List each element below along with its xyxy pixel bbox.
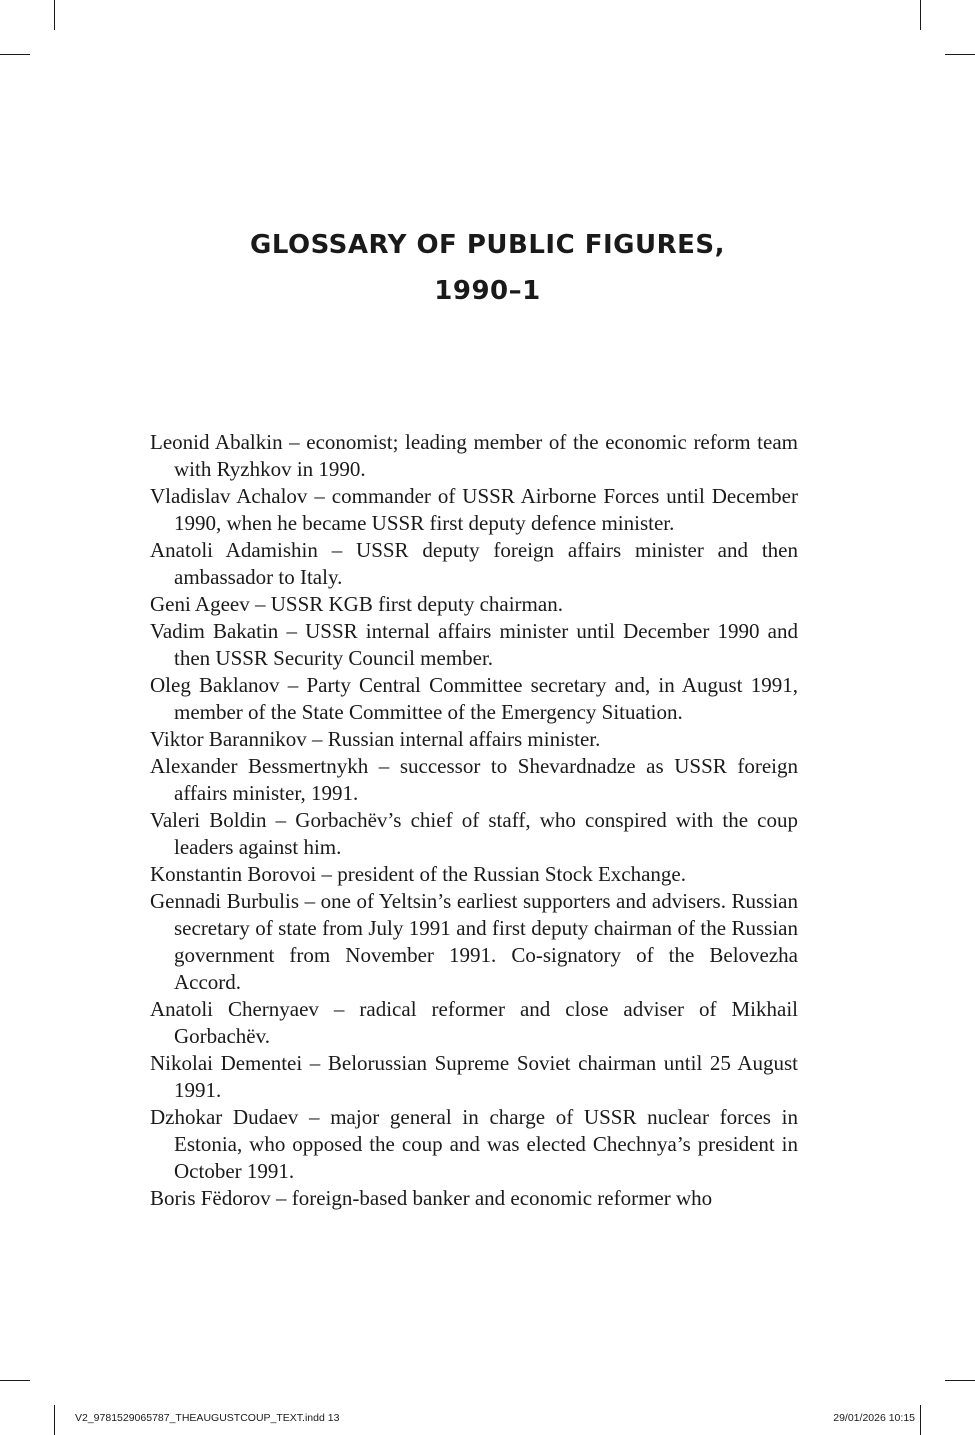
glossary-entry: Dzhokar Dudaev – major general in charge of USSR nuclear forces in Estonia, who opposed the coup and was elected Chechnya’s president in October 1991. [150, 1105, 798, 1183]
page-title [0, 222, 975, 314]
page-title-line-1: GLOSSARY OF PUBLIC FIGURES, [249, 230, 725, 260]
glossary-entry: Nikolai Dementei – Belorussian Supreme Soviet chairman until 25 August 1991. [150, 1051, 798, 1102]
glossary-entry: Vladislav Achalov – commander of USSR Airborne Forces until December 1990, when he became USSR first deputy defence minister. [150, 484, 798, 535]
glossary-entry: Leonid Abalkin – economist; leading member of the economic reform team with Ryzhkov in 1990. [150, 430, 798, 481]
crop-mark-bottom-left-vertical [54, 1405, 55, 1435]
glossary-entry: Anatoli Chernyaev – radical reformer and close adviser of Mikhail Gorbachëv. [150, 997, 798, 1048]
page-title-line-2: 1990–1 [434, 276, 541, 306]
print-slug-datetime: 29/01/2026 10:15 [833, 1412, 915, 1424]
glossary-entry: Geni Ageev – USSR KGB first deputy chairman. [150, 592, 563, 616]
crop-mark-bottom-right-vertical [920, 1405, 921, 1435]
glossary-entry: Gennadi Burbulis – one of Yeltsin’s earliest supporters and advisers. Russian secretary of state from July 1991 and first deputy chairman of the Russian government from November 1991. Co-signatory of the Belovezha Accord. [150, 889, 798, 994]
glossary-entry: Valeri Boldin – Gorbachëv’s chief of staff, who conspired with the coup leaders against him. [150, 808, 798, 859]
glossary-entry: Boris Fëdorov – foreign-based banker and economic reformer who [150, 1186, 713, 1210]
glossary-entry: Viktor Barannikov – Russian internal affairs minister. [150, 727, 601, 751]
print-slug-filename: V2_9781529065787_THEAUGUSTCOUP_TEXT.indd 13 [75, 1412, 340, 1424]
crop-mark-top-right-vertical [920, 0, 921, 30]
crop-mark-top-right-horizontal [945, 54, 975, 55]
glossary-entry: Anatoli Adamishin – USSR deputy foreign affairs minister and then ambassador to Italy. [150, 538, 798, 589]
glossary-entry: Oleg Baklanov – Party Central Committee secretary and, in August 1991, member of the State Committee of the Emergency Situation. [150, 673, 798, 724]
crop-mark-top-left-vertical [54, 0, 55, 30]
crop-mark-bottom-left-horizontal [0, 1380, 30, 1381]
glossary-entries [150, 429, 798, 1212]
glossary-entry: Konstantin Borovoi – president of the Russian Stock Exchange. [150, 862, 687, 886]
crop-mark-bottom-right-horizontal [945, 1380, 975, 1381]
glossary-entry: Vadim Bakatin – USSR internal affairs minister until December 1990 and then USSR Security Council member. [150, 619, 798, 670]
crop-mark-top-left-horizontal [0, 54, 30, 55]
glossary-entry: Alexander Bessmertnykh – successor to Shevardnadze as USSR foreign affairs minister, 1991. [150, 754, 798, 805]
